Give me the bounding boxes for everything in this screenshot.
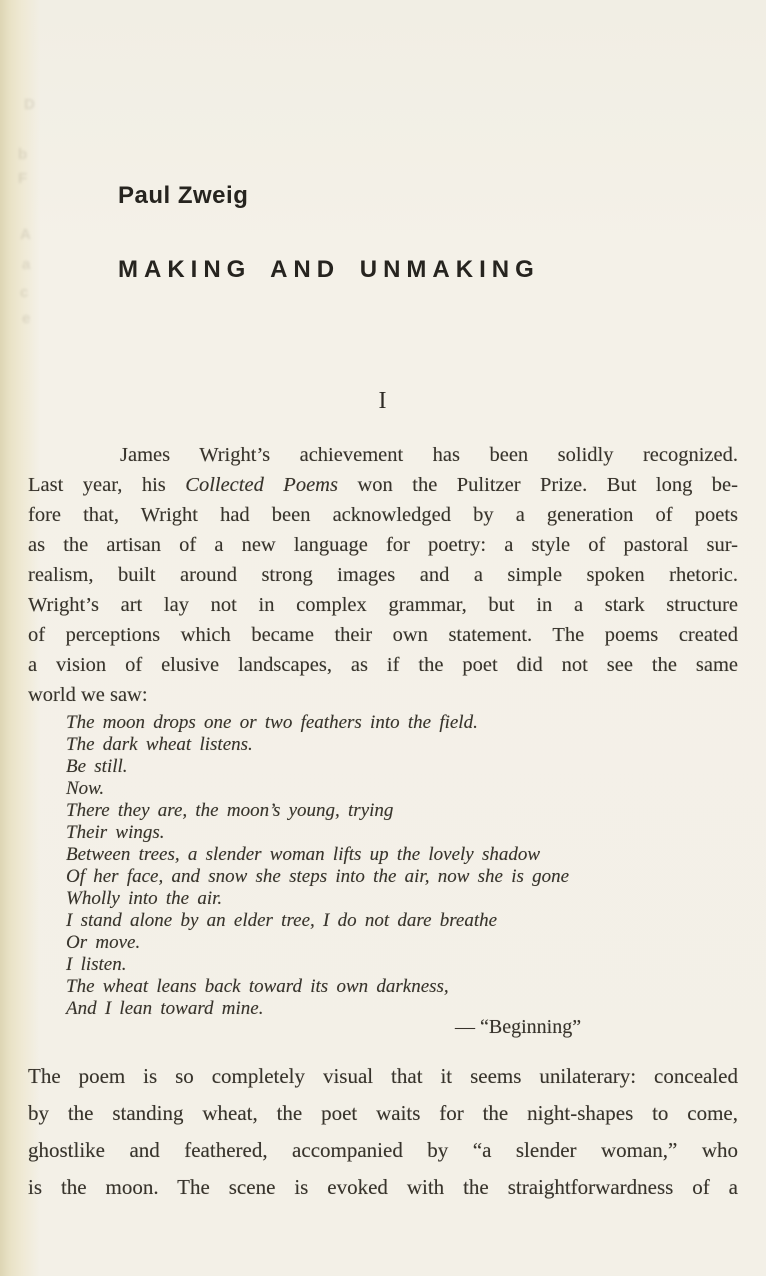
poem-line: I stand alone by an elder tree, I do not dare breathe — [66, 910, 498, 931]
poem-line: Of her face, and snow she steps into the air, now she is gone — [66, 866, 570, 887]
bleed-through-artifact: F — [18, 170, 28, 187]
poem-line: The wheat leans back toward its own darkness, — [66, 976, 449, 997]
poem-line: Now. — [66, 778, 105, 799]
poem-line: Their wings. — [66, 822, 165, 843]
poem-line: Be still. — [66, 756, 128, 777]
poem-line: Or move. — [66, 932, 141, 953]
poem-line: The moon drops one or two feathers into the field. — [66, 712, 478, 733]
poem-line: I listen. — [66, 954, 127, 975]
poem-attribution: — “Beginning” — [455, 1016, 582, 1038]
poem-line: And I lean toward mine. — [66, 998, 264, 1019]
poem-quotation — [66, 712, 666, 1020]
text-line: ghostlike and feathered, accompanied by “a slender woman,” who — [28, 1138, 738, 1162]
poem-line: There they are, the moon’s young, trying — [66, 800, 394, 821]
bleed-through-artifact: e — [22, 310, 31, 327]
text-line: Wright’s art lay not in complex grammar, but in a stark structure — [28, 594, 738, 616]
section-numeral: I — [378, 388, 388, 414]
bleed-through-artifact: a — [22, 256, 31, 273]
text-line: of perceptions which became their own statement. The poems created — [28, 624, 738, 646]
text-line: as the artisan of a new language for poetry: a style of pastoral sur- — [28, 534, 738, 556]
text-line: world we saw: — [28, 684, 148, 706]
text-line: by the standing wheat, the poet waits for the night-shapes to come, — [28, 1101, 738, 1125]
poem-line: Wholly into the air. — [66, 888, 223, 909]
text-line: is the moon. The scene is evoked with the straightforwardness of a — [28, 1175, 738, 1199]
bleed-through-artifact: b — [18, 146, 28, 163]
bleed-through-artifact: c — [20, 284, 29, 301]
text-line: realism, built around strong images and a simple spoken rhetoric. — [28, 564, 738, 586]
text-line: a vision of elusive landscapes, as if the poet did not see the same — [28, 654, 738, 676]
poem-line: The dark wheat listens. — [66, 734, 253, 755]
text-line: James Wright’s achievement has been solidly recognized. — [120, 444, 738, 466]
chapter-title: MAKING AND UNMAKING — [118, 256, 540, 283]
text-line: Last year, his Collected Poems won the Pulitzer Prize. But long be- — [28, 474, 738, 496]
paragraph-1 — [28, 440, 738, 710]
bleed-through-artifact: A — [20, 226, 31, 243]
author-name: Paul Zweig — [118, 182, 249, 209]
poem-line: Between trees, a slender woman lifts up the lovely shadow — [66, 844, 541, 865]
text-line: fore that, Wright had been acknowledged by a generation of poets — [28, 504, 738, 526]
text-line: The poem is so completely visual that it seems unilaterary: concealed — [28, 1064, 738, 1088]
paragraph-2 — [28, 1058, 738, 1206]
bleed-through-artifact: D — [24, 96, 35, 113]
